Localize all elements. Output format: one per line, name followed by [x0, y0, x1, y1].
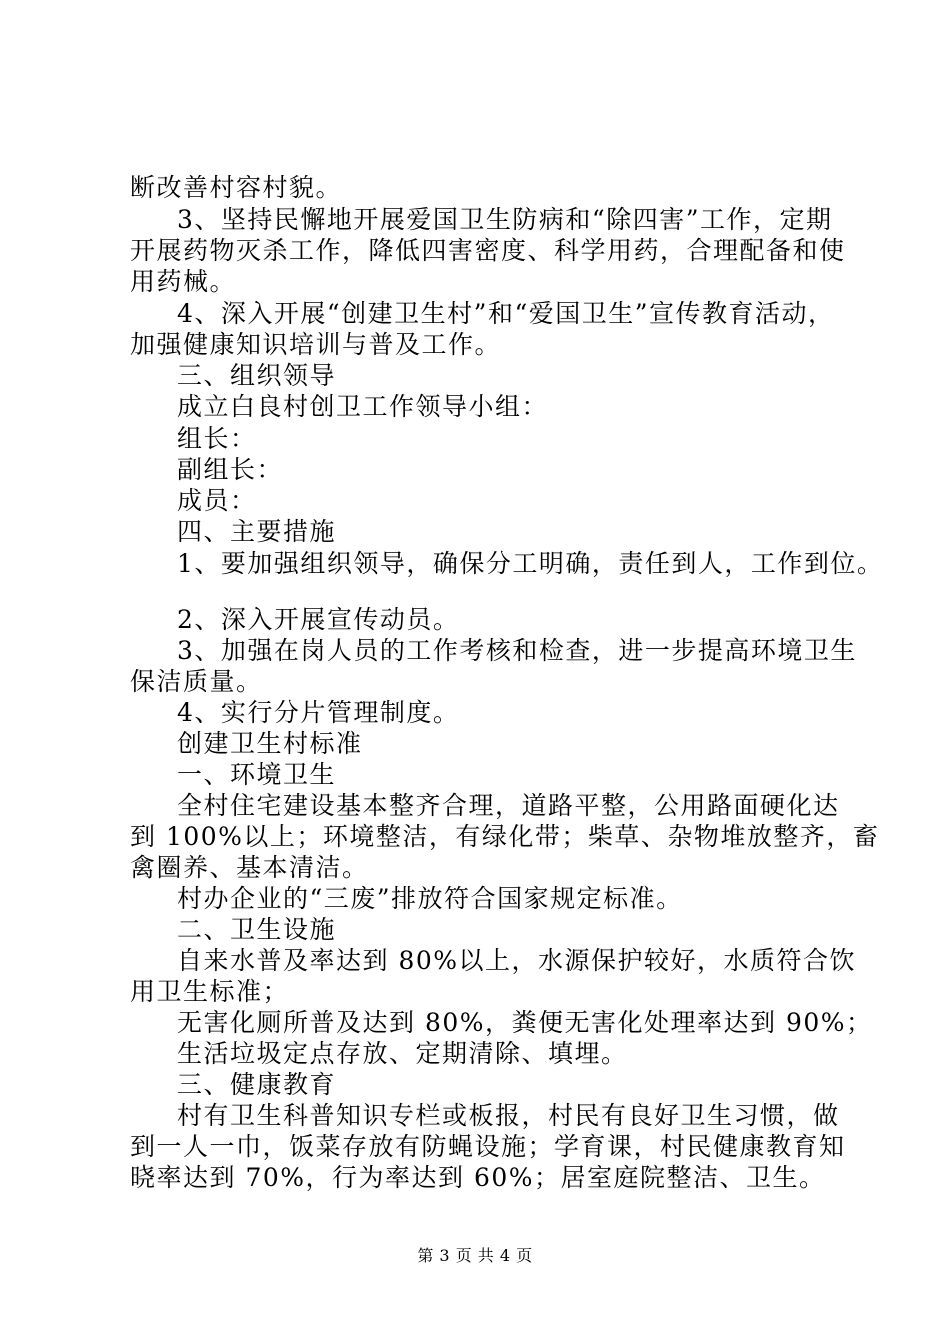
section-heading: 三、健康教育 [177, 1070, 337, 1099]
text-line: 组长： [177, 424, 257, 453]
text-line: 3、加强在岗人员的工作考核和检查，进一步提高环境卫生 [177, 636, 857, 665]
section-heading: 三、组织领导 [177, 361, 337, 390]
text-line: 无害化厕所普及达到 80%，粪便无害化处理率达到 90%； [177, 1008, 873, 1037]
text-line: 副组长： [177, 455, 284, 484]
text-line: 断改善村容村貌。 [130, 173, 343, 202]
text-line: 开展药物灭杀工作，降低四害密度、科学用药，合理配备和使 [130, 236, 846, 265]
section-heading: 二、卫生设施 [177, 915, 337, 944]
text-line: 1、要加强组织领导，确保分工明确，责任到人，工作到位。 [177, 549, 884, 578]
section-heading: 一、环境卫生 [177, 760, 337, 789]
text-line: 成员： [177, 486, 257, 515]
text-line: 用卫生标准； [130, 977, 290, 1006]
text-line: 4、实行分片管理制度。 [177, 698, 460, 727]
page-footer: 第 3 页 共 4 页 [417, 1246, 533, 1265]
text-line: 2、深入开展宣传动员。 [177, 605, 460, 634]
section-heading: 四、主要措施 [177, 517, 337, 546]
text-line: 3、坚持民懈地开展爱国卫生防病和“除四害”工作，定期 [177, 205, 833, 234]
text-line: 加强健康知识培训与普及工作。 [130, 330, 502, 359]
text-line: 晓率达到 70%，行为率达到 60%；居室庭院整洁、卫生。 [130, 1163, 826, 1192]
text-line: 到 100%以上；环境整洁，有绿化带；柴草、杂物堆放整齐，畜 [130, 822, 880, 851]
text-line: 禽圈养、基本清洁。 [130, 853, 369, 882]
text-line: 成立白良村创卫工作领导小组： [177, 392, 549, 421]
text-line: 4、深入开展“创建卫生村”和“爱国卫生”宣传教育活动， [177, 299, 835, 328]
text-line: 用药械。 [130, 267, 237, 296]
text-line: 村有卫生科普知识专栏或板报，村民有良好卫生习惯，做 [177, 1101, 840, 1130]
text-line: 村办企业的“三废”排放符合国家规定标准。 [177, 884, 683, 913]
text-line: 保洁质量。 [130, 667, 263, 696]
text-line: 到一人一巾，饭菜存放有防蝇设施；学育课，村民健康教育知 [130, 1132, 846, 1161]
section-heading: 创建卫生村标准 [177, 729, 363, 758]
text-line: 全村住宅建设基本整齐合理，道路平整，公用路面硬化达 [177, 791, 840, 820]
text-line: 自来水普及率达到 80%以上，水源保护较好，水质符合饮 [177, 946, 857, 975]
text-line: 生活垃圾定点存放、定期清除、填埋。 [177, 1039, 628, 1068]
